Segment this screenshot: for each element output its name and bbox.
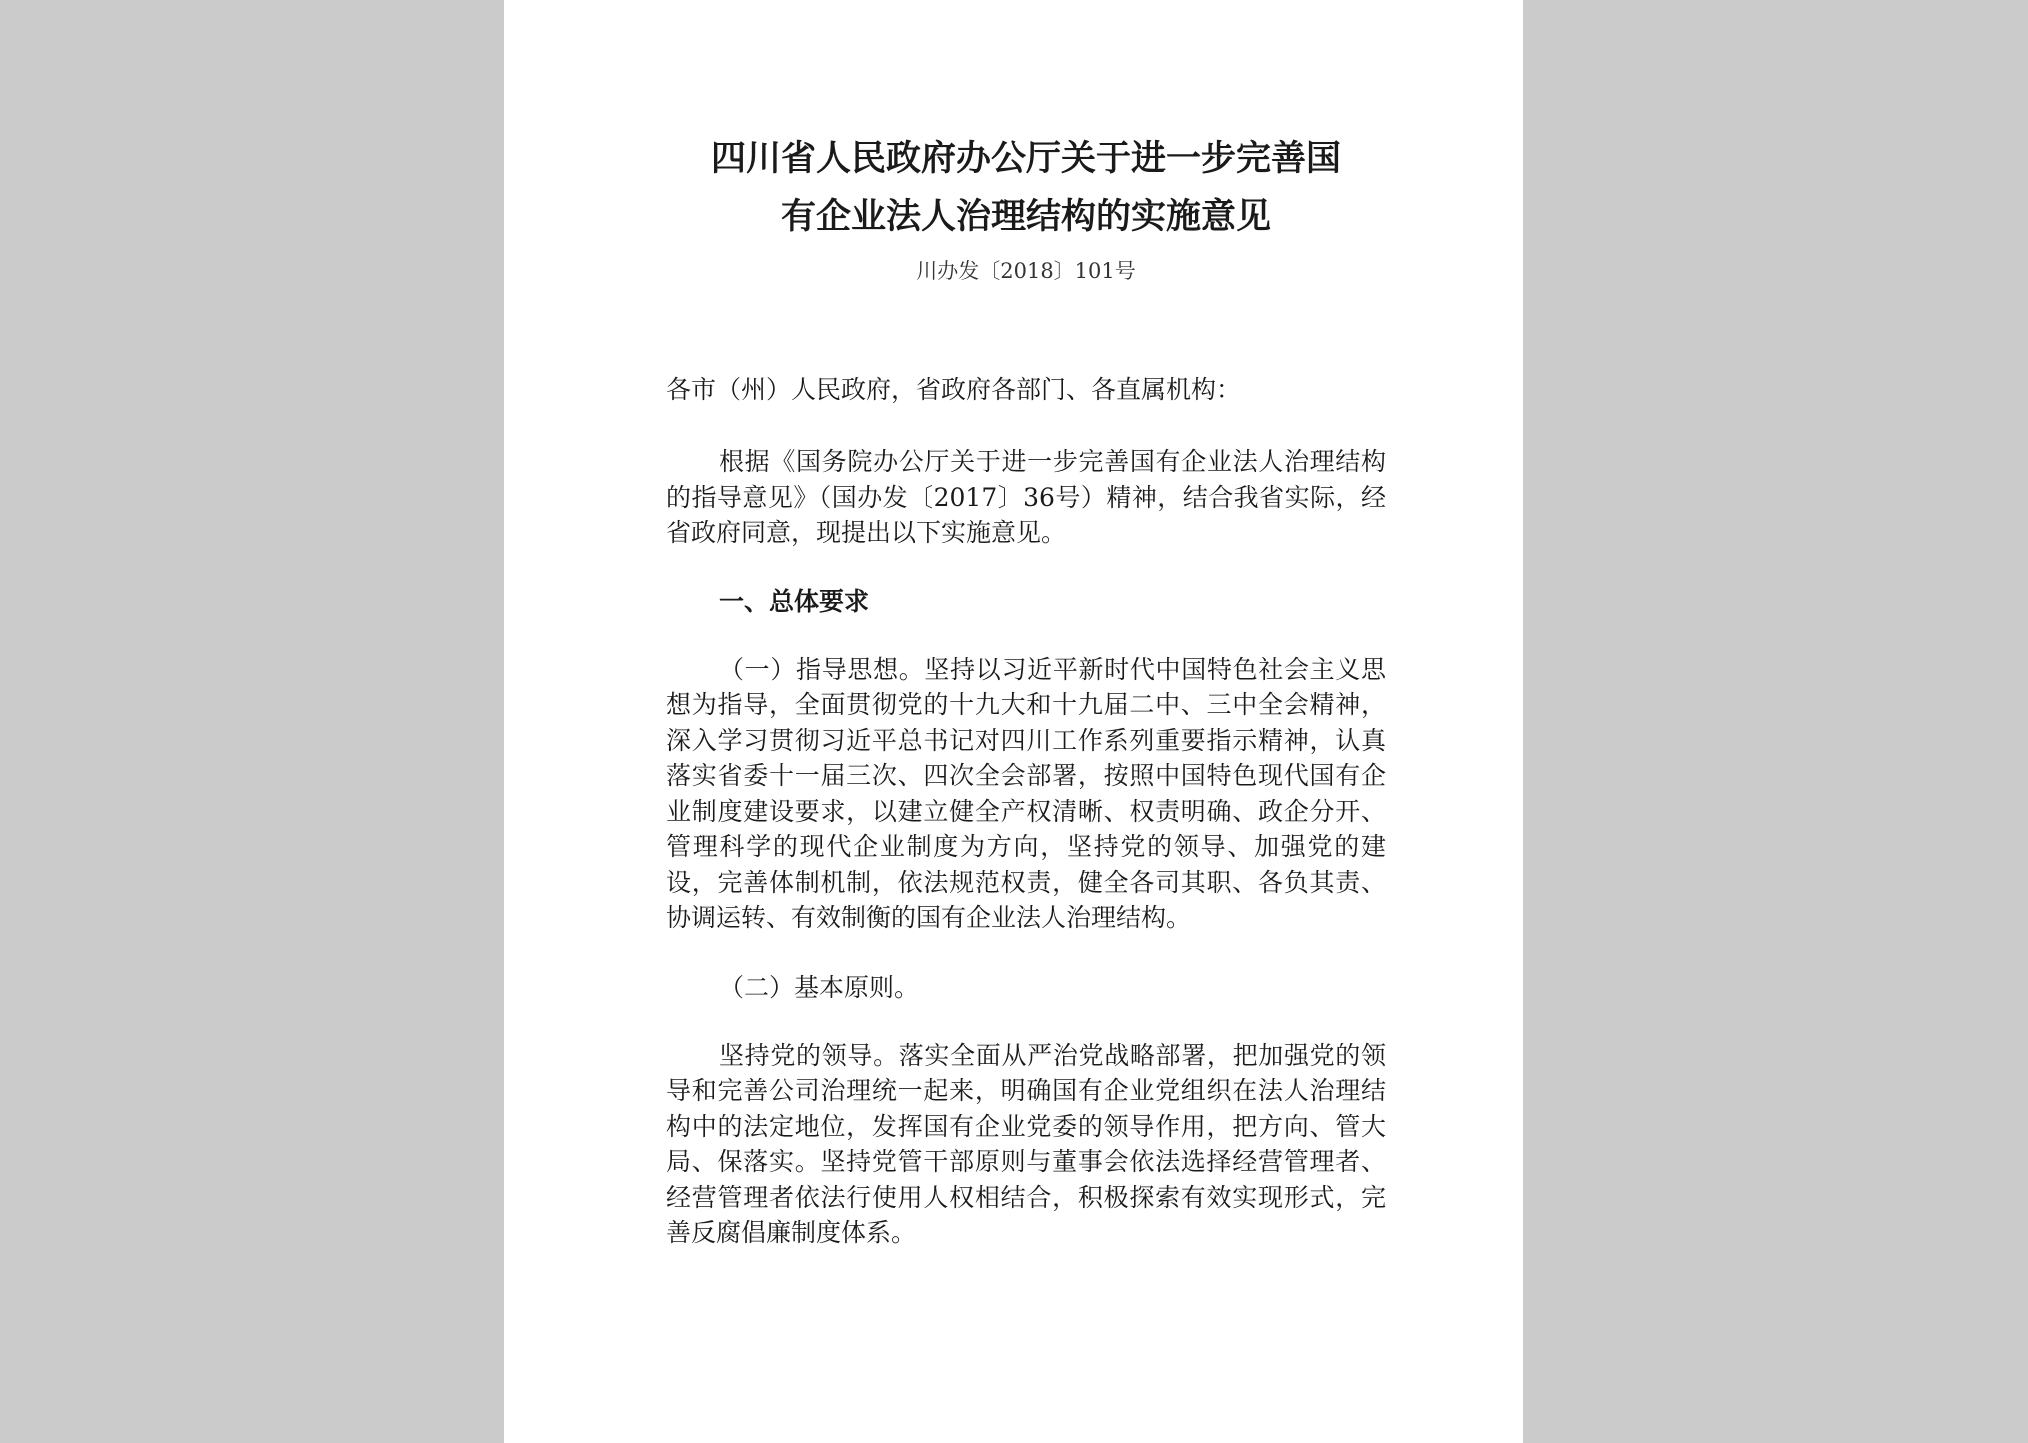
document-body (666, 130, 1386, 1251)
party-leadership-paragraph: 坚持党的领导。落实全面从严治党战略部署，把加强党的领导和完善公司治理统一起来，明确国有企业党组织在法人治理结构中的法定地位，发挥国有企业党委的领导作用，把方向、管大局、保落实。坚持党管干部原则与董事会依法选择经营管理者、经营管理者依法行使用人权相结合，积极探索有效实现形式，完善反腐倡廉制度体系。 (666, 1040, 1386, 1247)
document-title-line-1: 四川省人民政府办公厅关于进一步完善国 (710, 138, 1341, 179)
document-page (504, 0, 1523, 1443)
intro-paragraph: 根据《国务院办公厅关于进一步完善国有企业法人治理结构的指导意见》（国办发〔2017〕36号）精神，结合我省实际，经省政府同意，现提出以下实施意见。 (666, 447, 1386, 547)
document-title-line-2: 有企业法人治理结构的实施意见 (780, 196, 1271, 237)
basic-principles-heading: （二）基本原则。 (719, 972, 920, 1002)
salutation: 各市（州）人民政府，省政府各部门、各直属机构： (666, 375, 1242, 404)
guiding-thought-paragraph: （一）指导思想。坚持以习近平新时代中国特色社会主义思想为指导，全面贯彻党的十九大和十九届二中、三中全会精神，深入学习贯彻习近平总书记对四川工作系列重要指示精神，认真落实省委十一届三次、四次全会部署，按照中国特色现代国有企业制度建设要求，以建立健全产权清晰、权责明确、政企分开、管理科学的现代企业制度为方向，坚持党的领导、加强党的建设，完善体制机制，依法规范权责，健全各司其职、各负其责、协调运转、有效制衡的国有企业法人治理结构。 (666, 654, 1386, 932)
document-number: 川办发〔2018〕101号 (916, 259, 1136, 283)
section-heading: 一、总体要求 (719, 586, 870, 616)
